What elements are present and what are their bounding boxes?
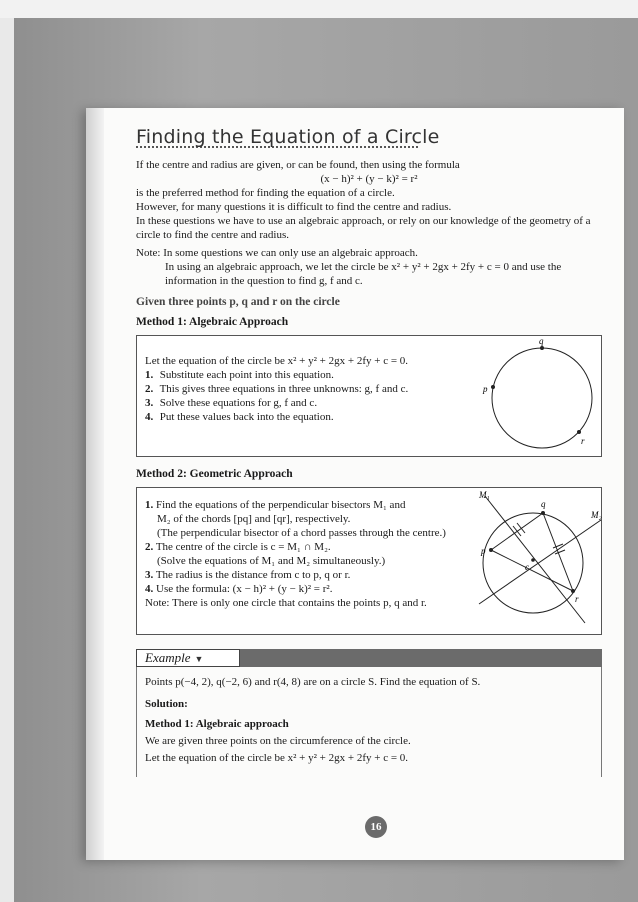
- circle-outline: [492, 348, 592, 448]
- step-number: 1.: [145, 499, 154, 511]
- intro-line-2: is the preferred method for finding the equation of a circle.: [136, 187, 395, 199]
- method2-note: Note: There is only one circle that contains the points p, q and r.: [145, 597, 427, 609]
- step-number: 3.: [145, 397, 154, 409]
- step-text: This gives three equations in three unknowns: g, f and c.: [159, 383, 409, 395]
- chord-qr: [543, 513, 573, 591]
- step-text: Put these values back into the equation.: [159, 411, 334, 423]
- label-q: q: [539, 338, 544, 346]
- point-q: [541, 511, 545, 515]
- step-number: 4.: [145, 411, 154, 423]
- triangle-down-icon: ▼: [194, 654, 204, 664]
- scan-border: [0, 0, 638, 18]
- example-header-bar: [136, 649, 602, 667]
- intro-formula: (x − h)² + (y − k)² = r²: [320, 173, 418, 185]
- label-c: c: [525, 562, 529, 572]
- intro-line-4: In these questions we have to use an algebraic approach, or rely on our knowledge of the geometry of a circle to find the centre and radius.: [136, 215, 591, 241]
- example-body: [136, 667, 602, 777]
- method2-box: [136, 487, 602, 635]
- example-label: [136, 649, 240, 667]
- label-m1: M₁: [479, 490, 490, 500]
- step-text: Find the equations of the perpendicular bisectors M₁ and: [156, 499, 406, 511]
- step-text: Use the formula: (x − h)² + (y − k)² = r².: [156, 583, 333, 595]
- point-p: [489, 548, 493, 552]
- tick-mark: [517, 523, 525, 533]
- point-p: [491, 385, 495, 389]
- label-p: p: [483, 384, 488, 394]
- step-number: 2.: [145, 383, 154, 395]
- step-number: 3.: [145, 569, 154, 581]
- point-c: [531, 558, 535, 562]
- bisector-m1: [485, 496, 585, 623]
- step-text: The radius is the distance from c to p, q or r.: [155, 569, 351, 581]
- intro-line-1: If the centre and radius are given, or can be found, then using the formula: [136, 159, 460, 171]
- intro-line-3: However, for many questions it is difficult to find the centre and radius.: [136, 201, 452, 213]
- method2-step-2b: (Solve the equations of M₁ and M₂ simultaneously.): [157, 555, 386, 567]
- step-text: Substitute each point into this equation.: [159, 369, 334, 381]
- circle-outline: [483, 513, 583, 613]
- step-number: 4.: [145, 583, 154, 595]
- solution-method-heading: Method 1: Algebraic approach: [145, 718, 289, 730]
- point-q: [540, 346, 544, 350]
- page-number: 16: [365, 816, 387, 838]
- label-p: p: [481, 546, 486, 556]
- label-r: r: [575, 594, 579, 604]
- point-r: [571, 589, 575, 593]
- label-m2: M₂: [591, 510, 602, 520]
- label-q: q: [541, 499, 546, 509]
- point-r: [577, 430, 581, 434]
- book-page: [86, 108, 624, 860]
- step-text: The centre of the circle is c = M₁ ∩ M₂.: [155, 541, 331, 553]
- method1-lead: Let the equation of the circle be x² + y² + 2gx + 2fy + c = 0.: [145, 355, 409, 367]
- method1-heading: Method 1: Algebraic Approach: [136, 316, 289, 328]
- note-line-2: In using an algebraic approach, we let the circle be x² + y² + 2gx + 2fy + c = 0 and use the information in the question to find g, f and c.: [165, 261, 562, 287]
- tick-mark: [513, 526, 521, 536]
- circle-diagram: [467, 338, 607, 454]
- bisector-diagram: [455, 488, 605, 628]
- example-problem: Points p(−4, 2), q(−2, 6) and r(4, 8) are on a circle S. Find the equation of S.: [145, 676, 481, 688]
- step-number: 1.: [145, 369, 154, 381]
- method1-box: [136, 335, 602, 457]
- subheading: Given three points p, q and r on the circle: [136, 296, 340, 308]
- example-label-text: Example: [145, 650, 191, 665]
- method2-step-1c: (The perpendicular bisector of a chord passes through the centre.): [157, 527, 446, 539]
- page-content: [136, 126, 602, 777]
- solution-line-1: We are given three points on the circumference of the circle.: [145, 735, 411, 747]
- method2-heading: Method 2: Geometric Approach: [136, 468, 293, 480]
- step-text: Solve these equations for g, f and c.: [159, 397, 318, 409]
- solution-line-2: Let the equation of the circle be x² + y² + 2gx + 2fy + c = 0.: [145, 752, 409, 764]
- page-title: Finding the Equation of a Circle: [136, 126, 440, 148]
- method2-step-1b: M₂ of the chords [pq] and [qr], respectively.: [157, 513, 351, 525]
- note-line-1: Note: In some questions we can only use an algebraic approach.: [136, 247, 418, 259]
- label-r: r: [581, 436, 585, 446]
- solution-heading: Solution:: [145, 698, 188, 710]
- step-number: 2.: [145, 541, 154, 553]
